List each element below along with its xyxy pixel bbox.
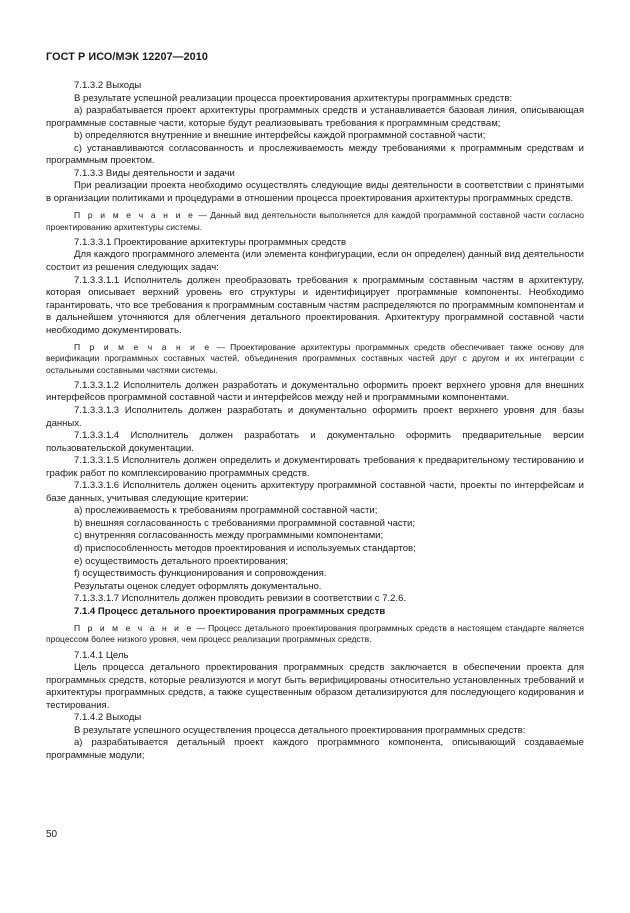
list-item: а) прослеживаемость к требованиям программной составной части; <box>74 505 378 517</box>
list-item: а) разрабатывается детальный проект каждого программного компонента, описывающий создаваемые программные модули; <box>46 737 584 762</box>
paragraph: 7.1.3.3.1.5 Исполнитель должен определить и документировать требования к предварительному тестированию и график работ по комплексированию программных средств. <box>46 455 584 479</box>
document-header: ГОСТ Р ИСО/МЭК 12207—2010 <box>46 51 208 63</box>
paragraph: При реализации проекта необходимо осуществлять следующие виды деятельности в соответствии с принятыми в организации политиками и процедурами в отношении процесса проектирования архитектуры программных средств. <box>46 180 584 204</box>
section-heading-7-1-4-2: 7.1.4.2 Выходы <box>74 712 142 724</box>
note-text: — Проектирование архитектуры программных средств обеспечивает также основу для верификации программных составных частей, объединения программных составных частей друг с другом и их интеграции с остальными составными частями системы. <box>46 342 584 375</box>
paragraph: Для каждого программного элемента (или элемента конфигурации, если он определен) данный вид деятельности состоит из решения следующих задач: <box>46 249 584 273</box>
note-label: П р и м е ч а н и е <box>74 623 194 634</box>
section-heading-7-1-3-3-1: 7.1.3.3.1 Проектирование архитектуры программных средств <box>74 236 347 248</box>
paragraph: 7.1.3.3.1.6 Исполнитель должен оценить архитектуру программной составной части, проекты по интерфейсам и базе данных, учитывая следующие критерии: <box>46 480 584 504</box>
list-item: c) устанавливаются согласованность и прослеживаемость между требованиями к программным средствам и программным проектом. <box>46 142 584 167</box>
note <box>46 342 584 376</box>
note-label: П р и м е ч а н и е <box>74 342 212 353</box>
note <box>46 210 584 232</box>
section-heading-7-1-4: 7.1.4 Процесс детального проектирования программных средств <box>74 605 386 617</box>
paragraph: Результаты оценок следует оформлять документально. <box>74 580 322 592</box>
list-item: d) приспособленность методов проектирования и используемых стандартов; <box>74 542 416 554</box>
list-item: а) разрабатывается проект архитектуры программных средств и устанавливается базовая линия, описывающая программные составные части, которые будут реализовывать требования к программным средствам; <box>46 105 584 129</box>
list-item: f) осуществимость функционирования и сопровождения. <box>74 568 327 580</box>
section-heading-7-1-3-2: 7.1.3.2 Выходы <box>74 80 142 91</box>
list-item: b) внешняя согласованность с требованиями программной составной части; <box>74 517 416 529</box>
note <box>46 623 584 645</box>
section-heading-7-1-4-1: 7.1.4.1 Цель <box>74 649 129 661</box>
paragraph: В результате успешного осуществления процесса детального проектирования программных средств: <box>74 724 526 736</box>
list-item: b) определяются внутренние и внешние интерфейсы каждой программной составной части; <box>74 130 486 142</box>
paragraph: 7.1.3.3.1.2 Исполнитель должен разработать и документально оформить проект верхнего уровня для внешних интерфейсов программной составной части и интерфейсов между ней и программными компонентами. <box>46 379 584 404</box>
paragraph: 7.1.3.3.1.4 Исполнитель должен разработать и документально оформить предварительные версии пользовательской документации. <box>46 430 584 454</box>
document-body <box>46 80 584 763</box>
list-item: e) осуществимость детального проектирования; <box>74 555 289 567</box>
section-heading-7-1-3-3: 7.1.3.3 Виды деятельности и задачи <box>74 167 235 179</box>
paragraph: 7.1.3.3.1.7 Исполнитель должен проводить ревизии в соответствии с 7.2.6. <box>74 593 407 605</box>
note-label: П р и м е ч а н и е <box>74 210 196 221</box>
page-number: 50 <box>46 829 58 840</box>
paragraph: В результате успешной реализации процесса проектирования архитектуры программных средств: <box>74 92 513 104</box>
paragraph: 7.1.3.3.1.1 Исполнитель должен преобразовать требования к программным составным частям в архитектуру, которая описывает верхний уровень его структуры и идентифицирует программные компоненты. Необходимо гарантировать, что все требования к программным составным частям распределяются по программным компонентам и в дальнейшем уточняются для облегчения детального проектирования. Архитектуру программной составной части необходимо документировать. <box>46 274 584 336</box>
note-text: — Процесс детального проектирования программных средств в настоящем стандарте является процессом более низкого уровня, чем процесс реализации программных средств. <box>46 623 584 645</box>
list-item: c) внутренняя согласованность между программными компонентами; <box>74 530 384 542</box>
note-text: — Данный вид деятельности выполняется для каждой программной составной части согласно проектированию архитектуры системы. <box>46 210 584 232</box>
paragraph: Цель процесса детального проектирования программных средств заключается в обеспечении проекта для программных средств, которые реализуются и могут быть верифицированы относительно установленных требований и архитектуры программных средств, а также существенным образом детализируются для последующего кодирования и тестирования. <box>46 662 584 711</box>
paragraph: 7.1.3.3.1.3 Исполнитель должен разработать и документально оформить проект верхнего уровня для базы данных. <box>46 404 584 429</box>
